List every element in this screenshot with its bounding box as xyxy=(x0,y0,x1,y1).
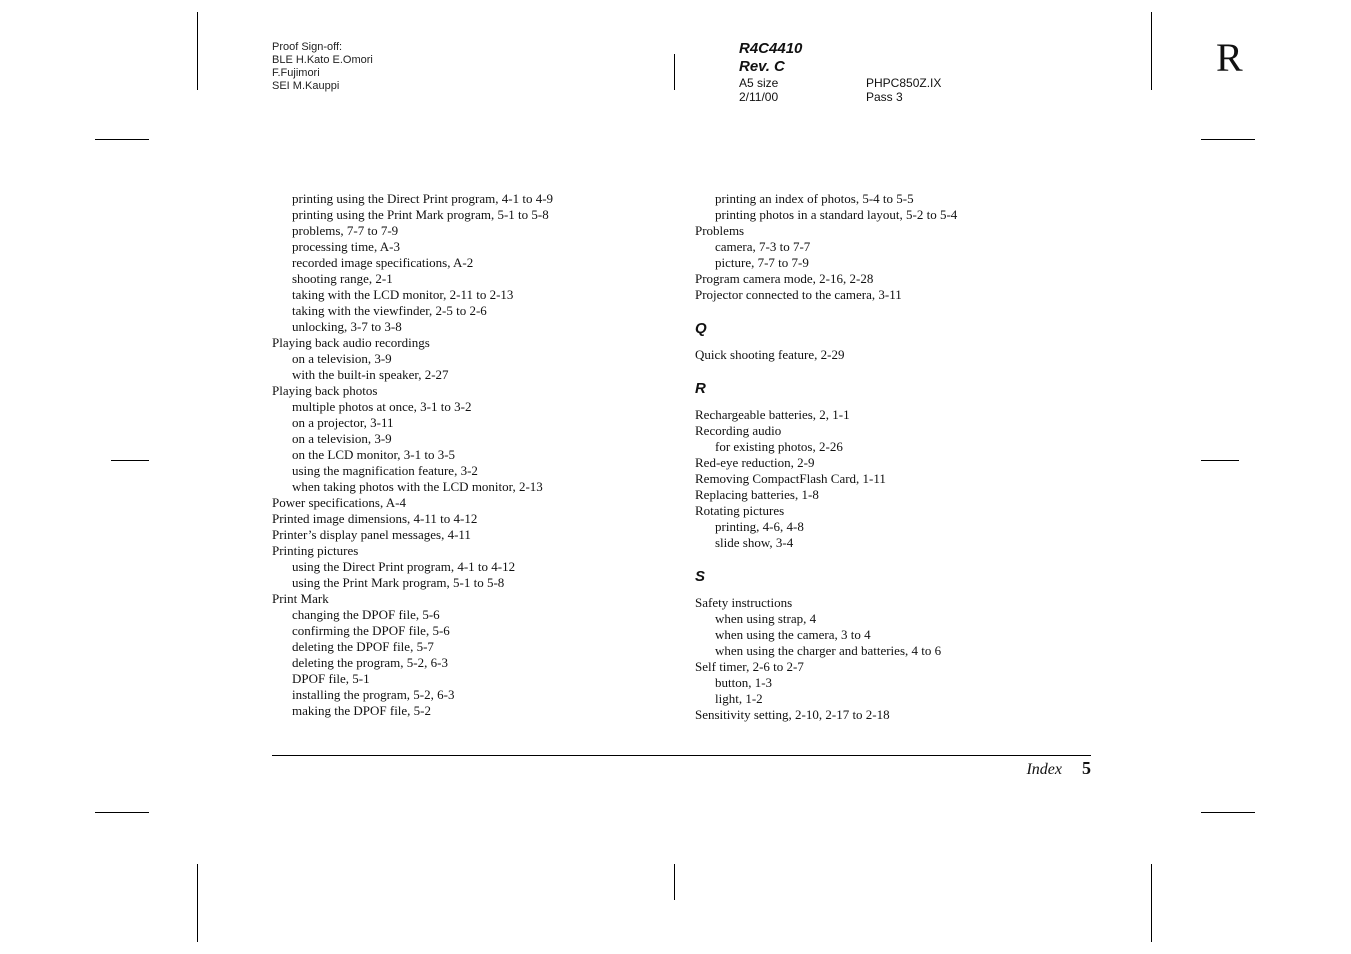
crop-mark xyxy=(95,139,149,140)
index-entry: Replacing batteries, 1-8 xyxy=(695,487,819,502)
index-subentry: when using the camera, 3 to 4 xyxy=(715,627,871,642)
index-subentry: when using strap, 4 xyxy=(715,611,817,626)
footer-section-label: Index xyxy=(1026,761,1062,778)
crop-mark xyxy=(1201,460,1239,461)
index-column-right xyxy=(695,191,1095,723)
crop-mark xyxy=(197,864,198,942)
page-footer xyxy=(900,758,1091,780)
index-entry: Power specifications, A-4 xyxy=(272,495,406,510)
index-subentry: DPOF file, 5-1 xyxy=(292,671,370,686)
index-letter-heading: S xyxy=(695,568,706,585)
index-subentry: problems, 7-7 to 7-9 xyxy=(292,223,399,238)
revision-block xyxy=(739,40,941,104)
index-entry: Recording audio xyxy=(695,423,782,438)
index-subentry: processing time, A-3 xyxy=(292,239,400,254)
proof-line: SEI M.Kauppi xyxy=(272,80,340,92)
index-subentry: on a projector, 3-11 xyxy=(292,415,394,430)
revision-row xyxy=(739,76,941,90)
crop-mark xyxy=(674,864,675,900)
index-subentry: when using the charger and batteries, 4 to 6 xyxy=(715,643,942,658)
index-subentry: using the Print Mark program, 5-1 to 5-8 xyxy=(292,575,505,590)
proof-line: F.Fujimori xyxy=(272,67,320,79)
index-subentry: for existing photos, 2-26 xyxy=(715,439,843,454)
index-column-left xyxy=(272,191,672,719)
crop-mark xyxy=(197,12,198,90)
index-subentry: unlocking, 3-7 to 3-8 xyxy=(292,319,402,334)
index-entry: Program camera mode, 2-16, 2-28 xyxy=(695,271,874,286)
index-subentry: printing an index of photos, 5-4 to 5-5 xyxy=(715,191,914,206)
index-entry: Removing CompactFlash Card, 1-11 xyxy=(695,471,886,486)
index-subentry: using the magnification feature, 3-2 xyxy=(292,463,478,478)
index-subentry: printing using the Direct Print program, 4-1 to 4-9 xyxy=(292,191,554,206)
index-subentry: with the built-in speaker, 2-27 xyxy=(292,367,449,382)
index-subentry: recorded image specifications, A-2 xyxy=(292,255,474,270)
index-subentry: deleting the DPOF file, 5-7 xyxy=(292,639,434,654)
index-subentry: on a television, 3-9 xyxy=(292,351,392,366)
crop-mark xyxy=(1201,139,1255,140)
index-subentry: shooting range, 2-1 xyxy=(292,271,393,286)
index-subentry: multiple photos at once, 3-1 to 3-2 xyxy=(292,399,472,414)
index-entry: Sensitivity setting, 2-10, 2-17 to 2-18 xyxy=(695,707,890,722)
crop-mark xyxy=(1151,12,1152,90)
index-entry: Playing back audio recordings xyxy=(272,335,430,350)
index-entry: Self timer, 2-6 to 2-7 xyxy=(695,659,804,674)
index-subentry: taking with the viewfinder, 2-5 to 2-6 xyxy=(292,303,487,318)
crop-mark xyxy=(674,54,675,90)
revision-label: Rev. C xyxy=(739,58,785,75)
index-subentry: picture, 7-7 to 7-9 xyxy=(715,255,809,270)
index-subentry: camera, 7-3 to 7-7 xyxy=(715,239,811,254)
index-subentry: installing the program, 5-2, 6-3 xyxy=(292,687,455,702)
index-subentry: making the DPOF file, 5-2 xyxy=(292,703,432,718)
index-subentry: on a television, 3-9 xyxy=(292,431,392,446)
proof-line: Proof Sign-off: xyxy=(272,41,343,53)
page-size: A5 size xyxy=(739,76,779,90)
index-subentry: confirming the DPOF file, 5-6 xyxy=(292,623,450,638)
index-letter-heading: Q xyxy=(695,320,707,337)
crop-mark xyxy=(111,460,149,461)
index-entry: Playing back photos xyxy=(272,383,378,398)
index-subentry: slide show, 3-4 xyxy=(715,535,794,550)
index-entry: Quick shooting feature, 2-29 xyxy=(695,347,845,362)
index-subentry: when taking photos with the LCD monitor, 2-13 xyxy=(292,479,543,494)
crop-mark xyxy=(1151,864,1152,942)
index-entry: Rotating pictures xyxy=(695,503,785,518)
index-entry: Printer’s display panel messages, 4-11 xyxy=(272,527,471,542)
index-subentry: taking with the LCD monitor, 2-11 to 2-13 xyxy=(292,287,514,302)
index-subentry: using the Direct Print program, 4-1 to 4-12 xyxy=(292,559,516,574)
index-entry: Problems xyxy=(695,223,745,238)
file-name: PHPC850Z.IX xyxy=(866,76,942,90)
revision-row xyxy=(739,90,941,104)
index-entry: Printing pictures xyxy=(272,543,359,558)
proof-signoff xyxy=(272,41,373,93)
section-letter: R xyxy=(1216,35,1243,80)
revision-date: 2/11/00 xyxy=(739,90,779,104)
index-subentry: printing, 4-6, 4-8 xyxy=(715,519,804,534)
footer-rule xyxy=(272,755,1091,756)
pass-number: Pass 3 xyxy=(866,90,903,104)
index-entry: Print Mark xyxy=(272,591,329,606)
index-subentry: on the LCD monitor, 3-1 to 3-5 xyxy=(292,447,456,462)
index-subentry: changing the DPOF file, 5-6 xyxy=(292,607,440,622)
proof-line: BLE H.Kato E.Omori xyxy=(272,54,373,66)
index-entry: Rechargeable batteries, 2, 1-1 xyxy=(695,407,850,422)
index-entry: Safety instructions xyxy=(695,595,793,610)
revision-code: R4C4410 xyxy=(739,40,803,57)
index-letter-heading: R xyxy=(695,380,706,397)
index-subentry: printing photos in a standard layout, 5-2 to 5-4 xyxy=(715,207,958,222)
crop-mark xyxy=(95,812,149,813)
index-entry: Projector connected to the camera, 3-11 xyxy=(695,287,902,302)
index-subentry: deleting the program, 5-2, 6-3 xyxy=(292,655,448,670)
index-subentry: light, 1-2 xyxy=(715,691,763,706)
crop-mark xyxy=(1201,812,1255,813)
index-entry: Printed image dimensions, 4-11 to 4-12 xyxy=(272,511,478,526)
index-subentry: button, 1-3 xyxy=(715,675,773,690)
page-number: 5 xyxy=(1082,758,1091,778)
index-subentry: printing using the Print Mark program, 5-1 to 5-8 xyxy=(292,207,549,222)
index-entry: Red-eye reduction, 2-9 xyxy=(695,455,815,470)
